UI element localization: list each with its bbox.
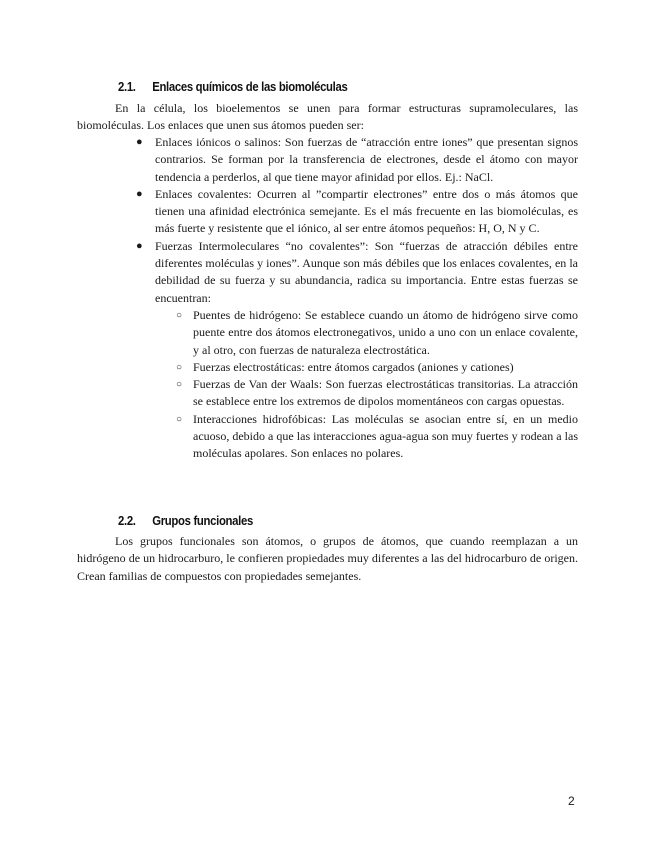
subbullet-marker: ○: [176, 379, 183, 391]
list-item-text: Fuerzas Intermoleculares “no covalentes”: Son “fuerzas de atracción débiles entre diferentes moléculas y iones”. Aunque son más débiles que los enlaces covalentes, en la debilidad de su fuerza y su abundancia, radica su importancia. Entre estas fuerzas se encuentran:: [155, 238, 578, 305]
section-heading-2-2: [118, 513, 253, 530]
section-number: 2.1.: [118, 80, 136, 94]
sub-list-item: [176, 359, 578, 376]
subbullet-marker: ○: [176, 309, 183, 321]
bullet-marker: ●: [136, 136, 143, 148]
intro-paragraph: [77, 100, 578, 135]
bullet-marker: ●: [136, 239, 143, 252]
sub-list-item-text: Interacciones hidrofóbicas: Las moléculas se asocian entre sí, en un medio acuoso, debido a que las interacciones agua-agua son muy fuertes y rodean a las moléculas apolares. Son enlaces no polares.: [193, 411, 578, 461]
subbullet-marker: ○: [176, 361, 183, 373]
sub-list-item-text: Fuerzas de Van der Waals: Son fuerzas electrostáticas transitorias. La atracción se establece entre los extremos de dipolos momentáneos con cargas opuestas.: [193, 377, 578, 409]
bond-types-list: [136, 134, 578, 463]
section-heading-2-1: [118, 79, 347, 96]
subbullet-marker: ○: [176, 413, 183, 425]
list-item-text: Enlaces covalentes: Ocurren al ”compartir electrones” entre dos o más átomos que tienen una afinidad electrónica semejante. Es el más frecuente en las biomoléculas, es más fuerte y resistente que el iónico, al ser entre átomos pequeños: H, O, N y C.: [155, 186, 578, 236]
list-item: [136, 134, 578, 186]
list-item: [136, 238, 578, 463]
section-title: Enlaces químicos de las biomoléculas: [152, 80, 348, 94]
list-item-text: Enlaces iónicos o salinos: Son fuerzas de “atracción entre iones” que presentan signos contrarios. Se forman por la transferencia de electrones, desde el átomo con mayor tendencia a perderlos, al que tiene mayor afinidad por ellos. Ej.: NaCl.: [155, 135, 578, 184]
functional-groups-paragraph: [77, 533, 578, 585]
sub-list-item: [176, 411, 578, 463]
intro-text: En la célula, los bioelementos se unen para formar estructuras supramoleculares, las biomoléculas. Los enlaces que unen sus átomos pueden ser:: [77, 101, 578, 133]
sub-list-item-text: Fuerzas electrostáticas: entre átomos cargados (aniones y cationes): [193, 359, 514, 374]
sub-list-item: [176, 307, 578, 359]
bullet-marker: ●: [136, 187, 143, 200]
sub-list-item-text: Puentes de hidrógeno: Se establece cuando un átomo de hidrógeno sirve como puente entre dos átomos electronegativos, unido a uno con un enlace covalente, y al otro, con fuerzas de naturaleza electrostática.: [193, 307, 578, 357]
section-title: Grupos funcionales: [152, 514, 253, 528]
sub-list-item: [176, 376, 578, 411]
functional-groups-text: Los grupos funcionales son átomos, o grupos de átomos, que cuando reemplazan a un hidrógeno de un hidrocarburo, le confieren propiedades muy diferentes a las del hidrocarburo de origen. Crean familias de compuestos con propiedades semejantes.: [77, 534, 578, 583]
intermolecular-forces-list: [155, 307, 578, 463]
section-number: 2.2.: [118, 514, 136, 528]
list-item: [136, 186, 578, 238]
page-number: 2: [568, 794, 575, 808]
